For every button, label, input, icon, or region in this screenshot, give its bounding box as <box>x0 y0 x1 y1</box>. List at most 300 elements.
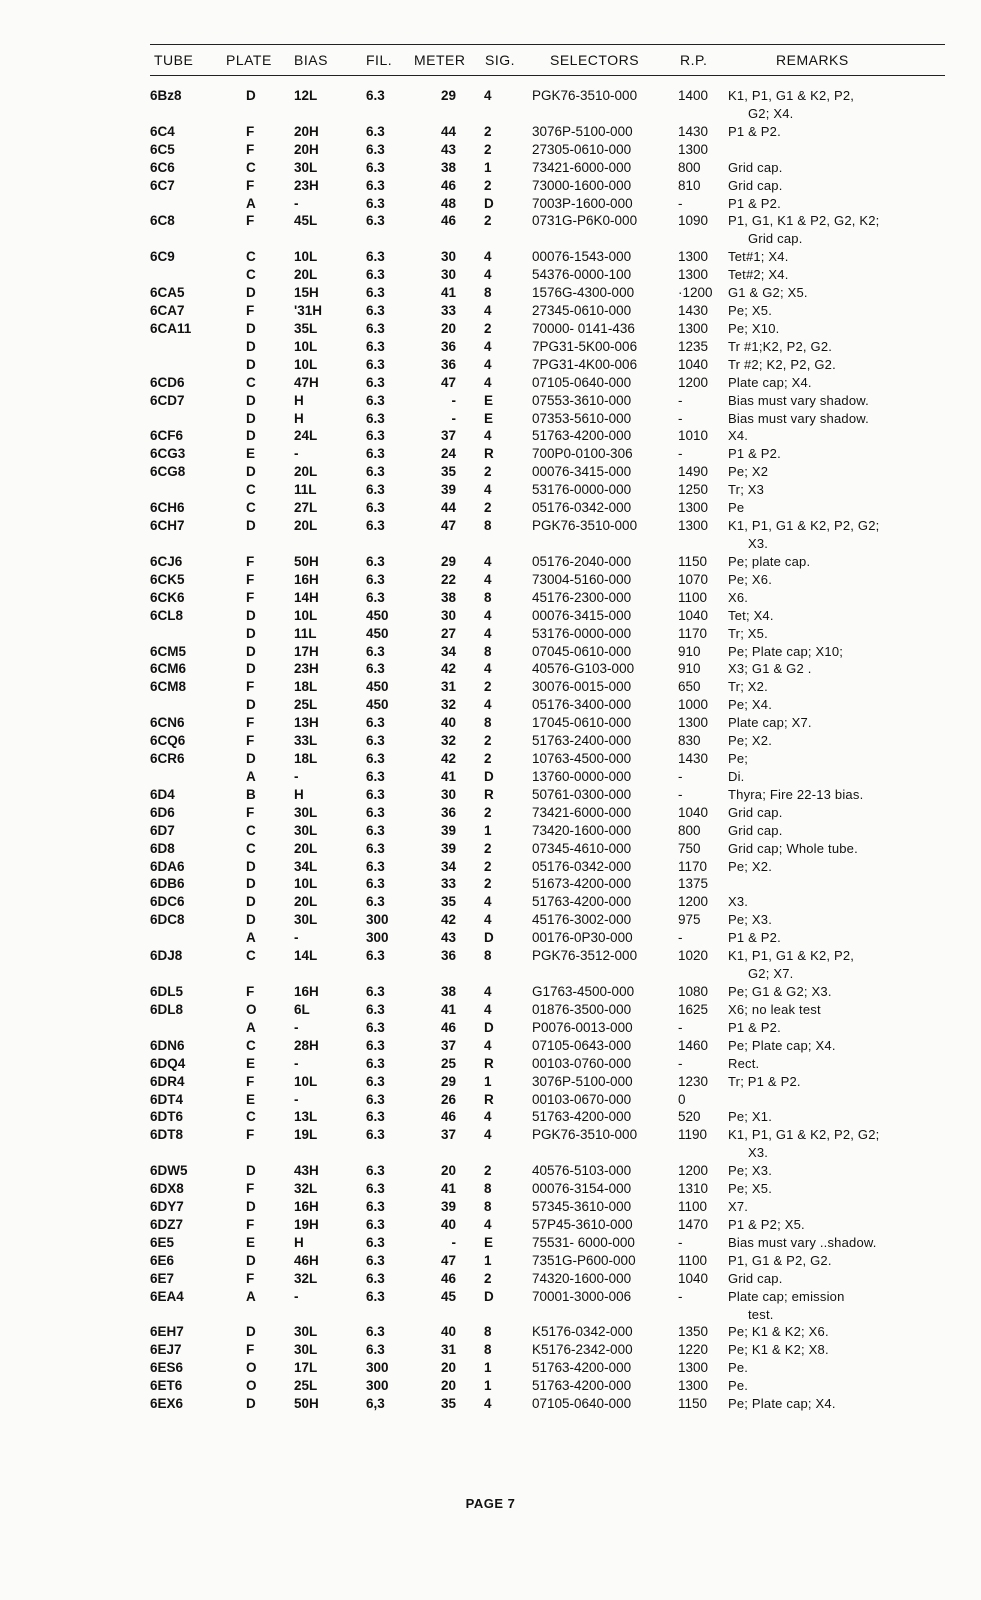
bias-cell: H <box>294 392 304 408</box>
header-tube: TUBE <box>154 52 194 68</box>
sig-cell: 4 <box>484 356 492 372</box>
tube-name: 6DR4 <box>150 1073 185 1089</box>
fil-cell: 6.3 <box>366 822 385 838</box>
fil-cell: 6.3 <box>366 285 385 301</box>
selector-code: 70001-3000-006 <box>532 1288 632 1304</box>
bias-cell: 11L <box>294 625 317 641</box>
rp-cell: 1040 <box>678 804 709 820</box>
tube-name: 6C4 <box>150 123 175 139</box>
rp-cell: 1220 <box>678 1342 709 1358</box>
remarks-line: Pe; X2 <box>728 464 769 480</box>
rp-cell: - <box>678 768 683 784</box>
rp-cell: 1470 <box>678 1216 709 1232</box>
remarks-line: Pe; X6. <box>728 571 773 587</box>
fil-cell: 6.3 <box>366 320 385 336</box>
bias-cell: 20L <box>294 840 318 856</box>
sig-cell: 8 <box>484 518 492 534</box>
selector-code: 73421-6000-000 <box>532 804 632 820</box>
fil-cell: 300 <box>366 1360 389 1376</box>
fil-cell: 6.3 <box>366 553 385 569</box>
bias-cell: 10L <box>294 607 318 623</box>
rp-cell: 1300 <box>678 1378 709 1394</box>
header-bias: BIAS <box>294 52 328 68</box>
bias-cell: 12L <box>294 88 318 103</box>
meter-cell: 35 <box>440 464 456 480</box>
remarks-line: Pe. <box>728 1378 749 1394</box>
selector-code: 7PG31-5K00-006 <box>532 338 638 354</box>
fil-cell: 6.3 <box>366 249 385 265</box>
plate-cell: E <box>246 446 256 462</box>
bias-cell: 20H <box>294 123 319 139</box>
meter-cell: 35 <box>440 1396 456 1412</box>
meter-cell: - <box>451 410 456 426</box>
sig-cell: 2 <box>484 1163 492 1179</box>
selector-code: K5176-0342-000 <box>532 1324 633 1340</box>
meter-cell: 42 <box>440 751 456 767</box>
fil-cell: 6.3 <box>366 500 385 516</box>
meter-cell: 40 <box>440 715 456 731</box>
selector-code: 51763-4200-000 <box>532 428 632 444</box>
selector-code: 05176-2040-000 <box>532 553 632 569</box>
selector-code: 27305-0610-000 <box>532 141 632 157</box>
selector-code: 07045-0610-000 <box>532 643 632 659</box>
meter-cell: 37 <box>440 1037 456 1053</box>
plate-cell: F <box>246 589 255 605</box>
bias-cell: 30L <box>294 1324 318 1340</box>
rp-cell: 1070 <box>678 571 709 587</box>
meter-cell: 39 <box>440 482 456 498</box>
bias-cell: 16H <box>294 984 319 999</box>
sig-cell: 4 <box>484 1001 492 1017</box>
rp-cell: 1430 <box>678 123 709 139</box>
meter-cell: 46 <box>440 1270 456 1286</box>
remarks-line: Pe. <box>728 1360 749 1376</box>
meter-cell: 38 <box>440 589 456 605</box>
plate-cell: D <box>246 1199 256 1215</box>
meter-cell: 41 <box>440 1181 456 1197</box>
bias-cell: 24L <box>294 428 318 444</box>
bias-cell: 43H <box>294 1163 319 1179</box>
tube-name: 6DC6 <box>150 894 185 910</box>
tube-name: 6DL5 <box>150 984 184 999</box>
plate-cell: C <box>246 1109 256 1125</box>
plate-cell: D <box>246 1163 256 1179</box>
sig-cell: 8 <box>484 1342 492 1358</box>
remarks-line: Pe; X10. <box>728 320 780 336</box>
bias-cell: 30L <box>294 1342 318 1358</box>
meter-cell: 35 <box>440 894 456 910</box>
page-number: PAGE 7 <box>465 1496 516 1511</box>
bias-cell: - <box>294 1055 299 1071</box>
selector-code: 27345-0610-000 <box>532 303 632 319</box>
fil-cell: 6.3 <box>366 643 385 659</box>
sig-cell: D <box>484 930 494 946</box>
tube-name: 6CJ6 <box>150 553 183 569</box>
selector-code: PGK76-3510-000 <box>532 518 638 534</box>
bias-cell: 33L <box>294 733 318 749</box>
meter-cell: 38 <box>440 984 456 999</box>
selector-code: 10763-4500-000 <box>532 751 632 767</box>
fil-cell: 6.3 <box>366 1234 385 1250</box>
remarks-line: P1 & P2. <box>728 446 781 462</box>
fil-cell: 6.3 <box>366 1001 385 1017</box>
rp-cell: 1300 <box>678 1360 709 1376</box>
tube-name: 6ET6 <box>150 1378 183 1394</box>
sig-cell: 4 <box>484 338 492 354</box>
fil-cell: 300 <box>366 1378 389 1394</box>
rp-cell: 1400 <box>678 88 709 103</box>
bias-cell: H <box>294 410 304 426</box>
selector-code: 74320-1600-000 <box>532 1270 632 1286</box>
sig-cell: D <box>484 195 494 211</box>
selector-code: 57P45-3610-000 <box>532 1216 633 1232</box>
sig-cell: 2 <box>484 876 492 892</box>
selector-code: PGK76-3510-000 <box>532 1127 638 1143</box>
bias-cell: 20L <box>294 518 318 534</box>
rp-cell: 1100 <box>678 1199 708 1215</box>
remarks-line: Tr #2; K2, P2, G2. <box>728 356 836 372</box>
fil-cell: 6.3 <box>366 195 385 211</box>
plate-cell: C <box>246 374 256 390</box>
sig-cell: 4 <box>484 428 492 444</box>
meter-cell: 37 <box>440 428 456 444</box>
fil-cell: 6.3 <box>366 1037 385 1053</box>
rp-cell: 1200 <box>678 1163 709 1179</box>
remarks-line: X4. <box>728 428 749 444</box>
sig-cell: 1 <box>484 159 492 175</box>
fil-cell: 6.3 <box>366 876 385 892</box>
tube-name: 6E7 <box>150 1270 175 1286</box>
header-remarks: REMARKS <box>776 52 849 68</box>
rp-cell: - <box>678 195 683 211</box>
fil-cell: 6.3 <box>366 177 385 193</box>
fil-cell: 6.3 <box>366 1109 385 1125</box>
remarks-line: Grid cap. <box>728 804 783 820</box>
selector-code: 700P0-0100-306 <box>532 446 633 462</box>
rp-cell: 1040 <box>678 607 709 623</box>
sig-cell: 4 <box>484 1109 492 1125</box>
remarks-line: Pe; X4. <box>728 697 773 713</box>
bias-cell: 20H <box>294 141 319 157</box>
tube-name: 6DQ4 <box>150 1055 186 1071</box>
remarks-line: Bias must vary shadow. <box>728 410 869 426</box>
header-fil: FIL. <box>366 52 393 68</box>
plate-cell: A <box>246 1019 256 1035</box>
sig-cell: 4 <box>484 1127 492 1143</box>
remarks-line: P1 & P2. <box>728 930 781 946</box>
fil-cell: 6.3 <box>366 1199 385 1215</box>
tube-name: 6E6 <box>150 1252 175 1268</box>
meter-cell: 40 <box>440 1324 456 1340</box>
fil-cell: 6.3 <box>366 410 385 426</box>
rp-cell: - <box>678 446 683 462</box>
rp-cell: 910 <box>678 661 701 677</box>
rp-cell: 1300 <box>678 320 709 336</box>
rp-cell: 1235 <box>678 338 709 354</box>
bias-cell: 25L <box>294 1378 318 1394</box>
tube-name: 6DN6 <box>150 1037 185 1053</box>
fil-cell: 6.3 <box>366 428 385 444</box>
selector-code: 00103-0760-000 <box>532 1055 632 1071</box>
bias-cell: '31H <box>294 303 322 319</box>
tube-name: 6D4 <box>150 786 175 802</box>
sig-cell: 2 <box>484 804 492 820</box>
plate-cell: C <box>246 267 256 283</box>
meter-cell: 33 <box>440 876 456 892</box>
plate-cell: C <box>246 482 256 498</box>
sig-cell: R <box>484 446 494 462</box>
rp-cell: 1300 <box>678 715 709 731</box>
remarks-line: P1 & P2. <box>728 1019 781 1035</box>
meter-cell: 37 <box>440 1127 456 1143</box>
sig-cell: 4 <box>484 912 492 928</box>
tube-name: 6DT4 <box>150 1091 184 1107</box>
rp-cell: - <box>678 1019 683 1035</box>
fil-cell: 6.3 <box>366 1252 385 1268</box>
plate-cell: D <box>246 285 256 301</box>
tube-name: 6DW5 <box>150 1163 188 1179</box>
bias-cell: 16H <box>294 571 319 587</box>
bias-cell: - <box>294 768 299 784</box>
selector-code: 7PG31-4K00-006 <box>532 356 638 372</box>
plate-cell: F <box>246 1270 255 1286</box>
tube-name: 6D6 <box>150 804 175 820</box>
rp-cell: 1310 <box>678 1181 709 1197</box>
rp-cell: 1300 <box>678 518 709 534</box>
fil-cell: 6.3 <box>366 446 385 462</box>
meter-cell: 30 <box>440 786 456 802</box>
sig-cell: 4 <box>484 697 492 713</box>
remarks-line: K1, P1, G1 & K2, P2, <box>728 948 855 964</box>
remarks-line: K1, P1, G1 & K2, P2, G2; <box>728 1127 880 1143</box>
fil-cell: 6.3 <box>366 589 385 605</box>
rp-cell: 1100 <box>678 1252 708 1268</box>
bias-cell: 20L <box>294 894 318 910</box>
meter-cell: 20 <box>440 1378 456 1394</box>
plate-cell: D <box>246 858 256 874</box>
tube-name: 6DL8 <box>150 1001 184 1017</box>
meter-cell: 25 <box>440 1055 456 1071</box>
fil-cell: 6.3 <box>366 1270 385 1286</box>
bias-cell: - <box>294 195 299 211</box>
sig-cell: 2 <box>484 177 492 193</box>
sig-cell: 4 <box>484 894 492 910</box>
remarks-line: Pe; Plate cap; X4. <box>728 1037 836 1053</box>
remarks-line: X3; G1 & G2 . <box>728 661 812 677</box>
selector-code: 00103-0670-000 <box>532 1091 632 1107</box>
tube-name: 6C7 <box>150 177 175 193</box>
tube-name: 6CN6 <box>150 715 185 731</box>
sig-cell: 8 <box>484 1324 492 1340</box>
fil-cell: 6.3 <box>366 356 385 372</box>
tube-name: 6CH6 <box>150 500 185 516</box>
plate-cell: A <box>246 195 256 211</box>
rp-cell: - <box>678 1288 683 1304</box>
remarks-line: Tet#1; X4. <box>728 249 789 265</box>
remarks-line: Plate cap; X4. <box>728 374 812 390</box>
bias-cell: 19L <box>294 1127 318 1143</box>
bias-cell: 50H <box>294 553 319 569</box>
sig-cell: 2 <box>484 1270 492 1286</box>
bias-cell: 10L <box>294 249 318 265</box>
sig-cell: 4 <box>484 661 492 677</box>
fil-cell: 450 <box>366 625 389 641</box>
fil-cell: 6.3 <box>366 1019 385 1035</box>
selector-code: P0076-0013-000 <box>532 1019 633 1035</box>
tube-name: 6DX8 <box>150 1181 184 1197</box>
sig-cell: 4 <box>484 88 492 103</box>
remarks-line: test. <box>748 1306 774 1322</box>
selector-code: 73421-6000-000 <box>532 159 632 175</box>
tube-name: 6EJ7 <box>150 1342 182 1358</box>
fil-cell: 450 <box>366 607 389 623</box>
sig-cell: E <box>484 410 494 426</box>
fil-cell: 6.3 <box>366 482 385 498</box>
bias-cell: - <box>294 1288 299 1304</box>
bias-cell: - <box>294 1091 299 1107</box>
meter-cell: 29 <box>440 1073 456 1089</box>
selector-code: 73000-1600-000 <box>532 177 632 193</box>
sig-cell: 4 <box>484 553 492 569</box>
selector-code: 51763-4200-000 <box>532 1109 632 1125</box>
rp-cell: - <box>678 1234 683 1250</box>
selector-code: 53176-0000-000 <box>532 625 632 641</box>
selector-code: 30076-0015-000 <box>532 679 632 695</box>
rp-cell: 1170 <box>678 858 708 874</box>
selector-code: 13760-0000-000 <box>532 768 632 784</box>
rp-cell: 975 <box>678 912 701 928</box>
bias-cell: 15H <box>294 285 319 301</box>
rp-cell: 1625 <box>678 1001 709 1017</box>
remarks-line: Pe; X2. <box>728 733 773 749</box>
fil-cell: 6.3 <box>366 518 385 534</box>
sig-cell: R <box>484 786 494 802</box>
tube-name: 6CQ6 <box>150 733 186 749</box>
selector-code: 50761-0300-000 <box>532 786 632 802</box>
rp-cell: 1250 <box>678 482 709 498</box>
fil-cell: 6.3 <box>366 1324 385 1340</box>
rp-cell: ·1200 <box>678 285 713 301</box>
sig-cell: 2 <box>484 320 492 336</box>
bias-cell: 20L <box>294 464 318 480</box>
meter-cell: 31 <box>440 679 456 695</box>
plate-cell: F <box>246 804 255 820</box>
remarks-line: Tet#2; X4. <box>728 267 789 283</box>
remarks-line: X6; no leak test <box>728 1001 821 1017</box>
sig-cell: R <box>484 1091 494 1107</box>
fil-cell: 6.3 <box>366 661 385 677</box>
tube-name: 6CM5 <box>150 643 187 659</box>
sig-cell: 1 <box>484 1252 492 1268</box>
remarks-line: Rect. <box>728 1055 760 1071</box>
sig-cell: 2 <box>484 500 492 516</box>
remarks-line: Pe; Plate cap; X10; <box>728 643 844 659</box>
selector-code: 53176-0000-000 <box>532 482 632 498</box>
sig-cell: 4 <box>484 571 492 587</box>
selector-code: 00076-1543-000 <box>532 249 632 265</box>
tube-name: 6CA7 <box>150 303 185 319</box>
plate-cell: A <box>246 1288 256 1304</box>
tube-name: 6DT8 <box>150 1127 184 1143</box>
fil-cell: 6.3 <box>366 159 385 175</box>
sig-cell: 2 <box>484 141 492 157</box>
selector-code: 40576-5103-000 <box>532 1163 632 1179</box>
bias-cell: 13L <box>294 1109 318 1125</box>
meter-cell: 44 <box>440 500 456 516</box>
remarks-line: K1, P1, G1 & K2, P2, <box>728 88 855 103</box>
selector-code: 07105-0640-000 <box>532 1396 632 1412</box>
sig-cell: 2 <box>484 123 492 139</box>
meter-cell: 27 <box>440 625 456 641</box>
fil-cell: 6.3 <box>366 141 385 157</box>
tube-name: 6CG3 <box>150 446 186 462</box>
remarks-line: G2; X7. <box>748 966 794 982</box>
remarks-line: G2; X4. <box>748 105 794 121</box>
meter-cell: 41 <box>440 768 456 784</box>
remarks-line: Pe; K1 & K2; X8. <box>728 1342 829 1358</box>
fil-cell: 6.3 <box>366 786 385 802</box>
selector-code: 05176-0342-000 <box>532 500 632 516</box>
rp-cell: 1430 <box>678 303 709 319</box>
selector-code: K5176-2342-000 <box>532 1342 633 1358</box>
sig-cell: 8 <box>484 1181 492 1197</box>
meter-cell: 29 <box>440 88 456 103</box>
tube-name: 6EH7 <box>150 1324 184 1340</box>
bias-cell: 6L <box>294 1001 310 1017</box>
fil-cell: 6.3 <box>366 1288 385 1304</box>
remarks-line: G1 & G2; X5. <box>728 285 808 301</box>
rp-cell: 1230 <box>678 1073 709 1089</box>
remarks-line: Tr; X3 <box>728 482 765 498</box>
bias-cell: 14H <box>294 589 319 605</box>
plate-cell: F <box>246 123 255 139</box>
meter-cell: 39 <box>440 822 456 838</box>
tube-name: 6CA5 <box>150 285 185 301</box>
plate-cell: F <box>246 303 255 319</box>
fil-cell: 6.3 <box>366 123 385 139</box>
selector-code: 05176-3400-000 <box>532 697 632 713</box>
rp-cell: 650 <box>678 679 701 695</box>
bias-cell: 23H <box>294 177 319 193</box>
selector-code: 7003P-1600-000 <box>532 195 633 211</box>
sig-cell: 4 <box>484 374 492 390</box>
selector-code: 07105-0640-000 <box>532 374 632 390</box>
plate-cell: F <box>246 553 255 569</box>
rp-cell: 1190 <box>678 1127 708 1143</box>
remarks-line: Pe <box>728 500 745 516</box>
sig-cell: R <box>484 1055 494 1071</box>
sig-cell: 8 <box>484 643 492 659</box>
sig-cell: E <box>484 1234 494 1250</box>
sig-cell: 2 <box>484 840 492 856</box>
bias-cell: 32L <box>294 1270 318 1286</box>
sig-cell: 4 <box>484 607 492 623</box>
remarks-line: Tr #1;K2, P2, G2. <box>728 338 833 354</box>
meter-cell: 42 <box>440 912 456 928</box>
plate-cell: O <box>246 1378 257 1394</box>
meter-cell: 36 <box>440 356 456 372</box>
sig-cell: 4 <box>484 625 492 641</box>
plate-cell: C <box>246 948 256 964</box>
bias-cell: - <box>294 930 299 946</box>
meter-cell: 41 <box>440 1001 456 1017</box>
meter-cell: 45 <box>440 1288 456 1304</box>
rp-cell: 1300 <box>678 500 709 516</box>
plate-cell: D <box>246 428 256 444</box>
sig-cell: 8 <box>484 285 492 301</box>
tube-name: 6C9 <box>150 249 175 265</box>
plate-cell: D <box>246 697 256 713</box>
